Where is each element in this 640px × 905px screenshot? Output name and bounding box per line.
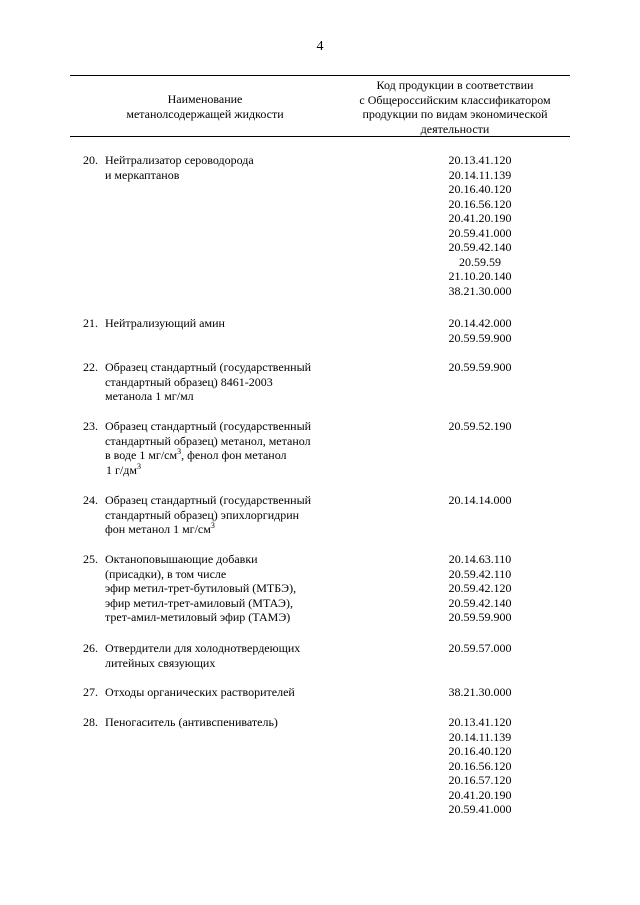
row-name [105, 685, 360, 700]
product-code: 20.59.42.140 [448, 595, 512, 610]
product-code: 20.59.59.900 [448, 330, 512, 345]
product-code: 20.59.42.110 [448, 566, 512, 581]
row-name-line: стандартный образец) 8461-2003 [105, 374, 273, 389]
row-name-line: эфир метил-трет-бутиловый (МТБЭ), [105, 581, 297, 595]
product-code: 20.59.57.000 [448, 641, 512, 655]
row-name-text: фон метанол 1 мг/см [105, 522, 211, 536]
product-code: 20.59.42.140 [448, 240, 512, 254]
row-name-line: Образец стандартный (государственный [105, 419, 312, 433]
header-code-line: с Общероссийским классификатором [359, 92, 551, 107]
product-code: 20.14.63.110 [448, 552, 512, 566]
product-code: 20.59.59.900 [448, 360, 512, 374]
row-number: 24. [83, 493, 98, 507]
header-name-line: метанолсодержащей жидкости [126, 106, 284, 121]
row-number: 26. [83, 641, 98, 655]
row-name-line: метанола 1 мг/мл [105, 389, 194, 403]
row-codes [410, 641, 550, 656]
row-name-text: 1 г/дм [106, 462, 137, 477]
row-number: 25. [83, 552, 98, 566]
row-number: 28. [83, 715, 98, 729]
row-name-line: Отходы органических растворителей [105, 685, 295, 699]
header-name-line: Наименование [167, 92, 243, 106]
column-header-code [340, 78, 570, 136]
row-name-line: эфир метил-трет-амиловый (МТАЭ), [105, 595, 293, 610]
row-name-line: (присадки), в том числе [105, 566, 227, 581]
product-code: 21.10.20.140 [448, 269, 512, 283]
row-codes [410, 360, 550, 375]
row-codes [410, 685, 550, 700]
product-code: 20.14.11.139 [448, 167, 512, 182]
column-header-name [70, 92, 340, 121]
product-code: 20.13.41.120 [448, 153, 512, 167]
row-number: 23. [83, 419, 98, 433]
product-code: 20.59.52.190 [448, 419, 512, 433]
row-name-line: Нейтрализатор сероводорода [105, 153, 254, 167]
row-codes [410, 153, 550, 298]
row-codes [410, 493, 550, 508]
row-name-line: трет-амил-метиловый эфир (ТАМЭ) [105, 610, 291, 624]
product-code: 20.59.41.000 [448, 225, 512, 240]
row-name-line: Пеногаситель (антивспениватель) [105, 715, 278, 729]
row-number: 20. [83, 153, 98, 167]
product-code: 20.16.40.120 [448, 744, 512, 758]
row-codes [410, 715, 550, 817]
row-name [105, 715, 360, 730]
row-name-line [105, 448, 360, 463]
product-code: 20.16.56.120 [448, 758, 512, 773]
row-name-line: литейных связующих [105, 655, 216, 670]
product-code: 20.14.11.139 [448, 729, 512, 744]
product-code: 20.59.42.120 [448, 581, 512, 595]
row-name [105, 641, 360, 670]
row-name-line: Нейтрализующий амин [105, 316, 225, 330]
row-name [105, 153, 360, 182]
product-code: 38.21.30.000 [448, 283, 512, 298]
page-number: 4 [316, 39, 324, 54]
row-codes [410, 552, 550, 625]
product-code: 20.41.20.190 [448, 211, 512, 225]
header-code-line: деятельности [420, 121, 490, 136]
row-name [105, 493, 360, 537]
table-top-rule [70, 75, 570, 76]
superscript: 3 [177, 447, 182, 456]
product-code: 20.59.59 [459, 254, 501, 269]
product-code: 20.16.40.120 [448, 182, 512, 196]
product-code: 20.59.59.900 [448, 610, 512, 624]
table-header-rule [70, 136, 570, 137]
row-name-line: Октаноповышающие добавки [105, 552, 258, 566]
row-name [105, 552, 360, 625]
product-code: 20.16.57.120 [448, 773, 512, 787]
row-name-line: Отвердители для холоднотвердеющих [105, 641, 301, 655]
row-name-text: , фенол фон метанол [181, 448, 287, 462]
row-number: 21. [83, 316, 98, 330]
row-name-text: в воде 1 мг/см [105, 448, 178, 462]
superscript: 3 [136, 461, 141, 471]
row-codes [410, 316, 550, 345]
product-code: 20.41.20.190 [448, 787, 512, 802]
product-code: 38.21.30.000 [448, 685, 512, 699]
header-code-line: продукции по видам экономической [362, 107, 548, 121]
row-name-line: стандартный образец) метанол, метанол [105, 433, 311, 448]
row-name-line [105, 522, 360, 537]
row-name [105, 316, 360, 331]
superscript: 3 [210, 521, 215, 530]
header-code-line: Код продукции в соответствии [376, 78, 534, 92]
row-name-line: Образец стандартный (государственный [105, 360, 312, 374]
row-name [105, 419, 360, 477]
row-name-line: и меркаптанов [105, 167, 180, 182]
row-name-line: Образец стандартный (государственный [105, 493, 312, 507]
product-code: 20.13.41.120 [448, 715, 512, 729]
product-code: 20.59.41.000 [448, 802, 512, 816]
row-name [105, 360, 360, 404]
row-number: 22. [83, 360, 98, 374]
product-code: 20.16.56.120 [448, 196, 512, 211]
row-name-line [105, 463, 360, 478]
product-code: 20.14.14.000 [448, 493, 512, 507]
row-codes [410, 419, 550, 434]
row-number: 27. [83, 685, 98, 699]
row-name-line: стандартный образец) эпихлоргидрин [105, 507, 300, 522]
product-code: 20.14.42.000 [448, 316, 512, 330]
